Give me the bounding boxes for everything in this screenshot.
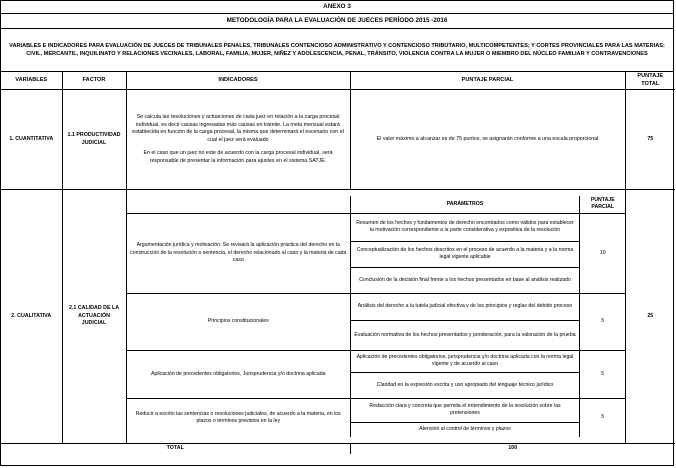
total-value: 100 bbox=[350, 444, 675, 454]
parameter-cell: Claridad en la expresión escrita y uso apropiado del lenguaje técnico jurídico bbox=[351, 372, 580, 398]
parameter-cell: Resumen de los hechos y fundamentos de derecho encontrados como válidos para establecer la motivación correspondiente a la parte considerativa y expositiva de la resolución bbox=[351, 213, 580, 241]
col-header-partial: PUNTAJE PARCIAL bbox=[350, 72, 625, 90]
partial-score-cell: 5 bbox=[580, 398, 626, 437]
variable-cell: 2. CUALITATIVA bbox=[1, 190, 62, 444]
indicator-cell bbox=[126, 90, 350, 190]
total-row bbox=[1, 444, 675, 454]
indicator-cell: Principios constitucionales bbox=[127, 293, 351, 350]
qualitative-grid bbox=[127, 196, 626, 438]
evaluation-table bbox=[1, 72, 675, 454]
col-header-variables: VARIABLES bbox=[1, 72, 62, 90]
indicator-cell: Aplicación de precedentes obligatorios, Jurisprudencia y/o doctrina aplicada bbox=[127, 350, 351, 398]
col-header-indicators: INDICADORES bbox=[126, 72, 350, 90]
partial-score-cell: El valor máximo a alcanzar es de 75 puntos, se asignarán conforme a una escala proporcional bbox=[350, 90, 625, 190]
factor-cell: 1.1 PRODUCTIVIDAD JUDICIAL bbox=[62, 90, 126, 190]
col-header-total: PUNTAJE TOTAL bbox=[625, 72, 675, 90]
partial-score-cell: 5 bbox=[580, 350, 626, 398]
indicator-cell: Argumentación jurídica y motivación: Se revisará la aplicación práctica del derecho en la construcción de la resolución o sentencia, el derecho relacionado al caso y la materia de cada caso bbox=[127, 213, 351, 293]
table-row bbox=[1, 190, 675, 444]
partial-header: PUNTAJE PARCIAL bbox=[580, 196, 626, 214]
partial-score-cell: 5 bbox=[580, 293, 626, 350]
qualitative-grid-cell bbox=[126, 190, 625, 444]
parameter-cell: Redacción clara y concreta que permita el entendimiento de la resolución sobre las pretensiones bbox=[351, 398, 580, 422]
parameter-cell: Conceptualización de los hechos descritos en el proceso de acuerdo a la materia y a la norma legal vigente aplicable bbox=[351, 241, 580, 267]
parameter-cell: Aplicación de precedentes obligatorios, jurisprudencia y/o doctrina aplicada con la norma legal vigente y de acuerdo al caso bbox=[351, 350, 580, 372]
parameter-cell: Conclusión de la decisión final frente a los hechos presentados en base al análisis realizado bbox=[351, 267, 580, 293]
parameter-cell: Evaluación normativa de los hechos presentados y ponderación, para la valoración de la prueba bbox=[351, 320, 580, 350]
parameter-cell: Atención al control de términos y plazos bbox=[351, 422, 580, 437]
total-score-cell: 75 bbox=[625, 90, 675, 190]
indicator-spacer bbox=[127, 196, 351, 214]
annex-label: ANEXO 3 bbox=[1, 1, 673, 14]
variable-cell: 1. CUANTITATIVA bbox=[1, 90, 62, 190]
partial-score-cell: 10 bbox=[580, 213, 626, 293]
total-score-cell: 25 bbox=[625, 190, 675, 444]
document-title: METODOLOGÍA PARA LA EVALUACIÓN DE JUECES PERÍODO 2015 -2016 bbox=[1, 14, 673, 29]
params-header: PARÁMETROS bbox=[351, 196, 580, 214]
parameter-cell: Análisis del derecho a la tutela judicial efectiva y de los principios y reglas del debido proceso bbox=[351, 293, 580, 320]
table-row bbox=[1, 90, 675, 190]
table-header-row bbox=[1, 72, 675, 90]
intro-text: VARIABLES E INDICADORES PARA EVALUACIÓN DE JUECES DE TRIBUNALES PENALES, TRIBUNALES CONTENCIOSO ADMINISTRATIVO Y CONTENCIOSO TRIBUTARIO, MULTICOMPETENTES; Y CORTES PROVINCIALES PARA LAS MATERIAS: CIVIL, MERCANTIL, INQUILINATO Y RELACIONES VECINALES, LABORAL, FAMILIA, MUJER, NIÑEZ Y ADOLESCENCIA, PENAL, TRÁNSITO, VIOLENCIA CONTRA LA MUJER O MIEMBRO DEL NÚCLEO FAMILIAR Y CONTRAVENCIONES bbox=[1, 29, 673, 72]
col-header-factor: FACTOR bbox=[62, 72, 126, 90]
indicator-cell: Reducir a escrito las sentencias o resoluciones judiciales, de acuerdo a la materia, en los plazos o términos previstos en la ley bbox=[127, 398, 351, 437]
indicator-paragraph: En el caso que un juez no este de acuerdo con la carga procesal individual, será responsable de presentar la información para ajustes en el sistema SATJE. bbox=[143, 150, 333, 164]
total-label: TOTAL bbox=[1, 444, 350, 454]
factor-cell: 2.1 CALIDAD DE LA ACTUACIÓN JUDICIAL bbox=[62, 190, 126, 444]
indicator-paragraph: Se calcula las resoluciones y actuaciones de cada juez en relación a la carga procesal individual, es decir causas ingresadas más causas en trámite. La meta mensual estará establecida en función de la carga procesal, la misma que determinará el escenario con el cual el juez será evaluado bbox=[132, 114, 344, 143]
